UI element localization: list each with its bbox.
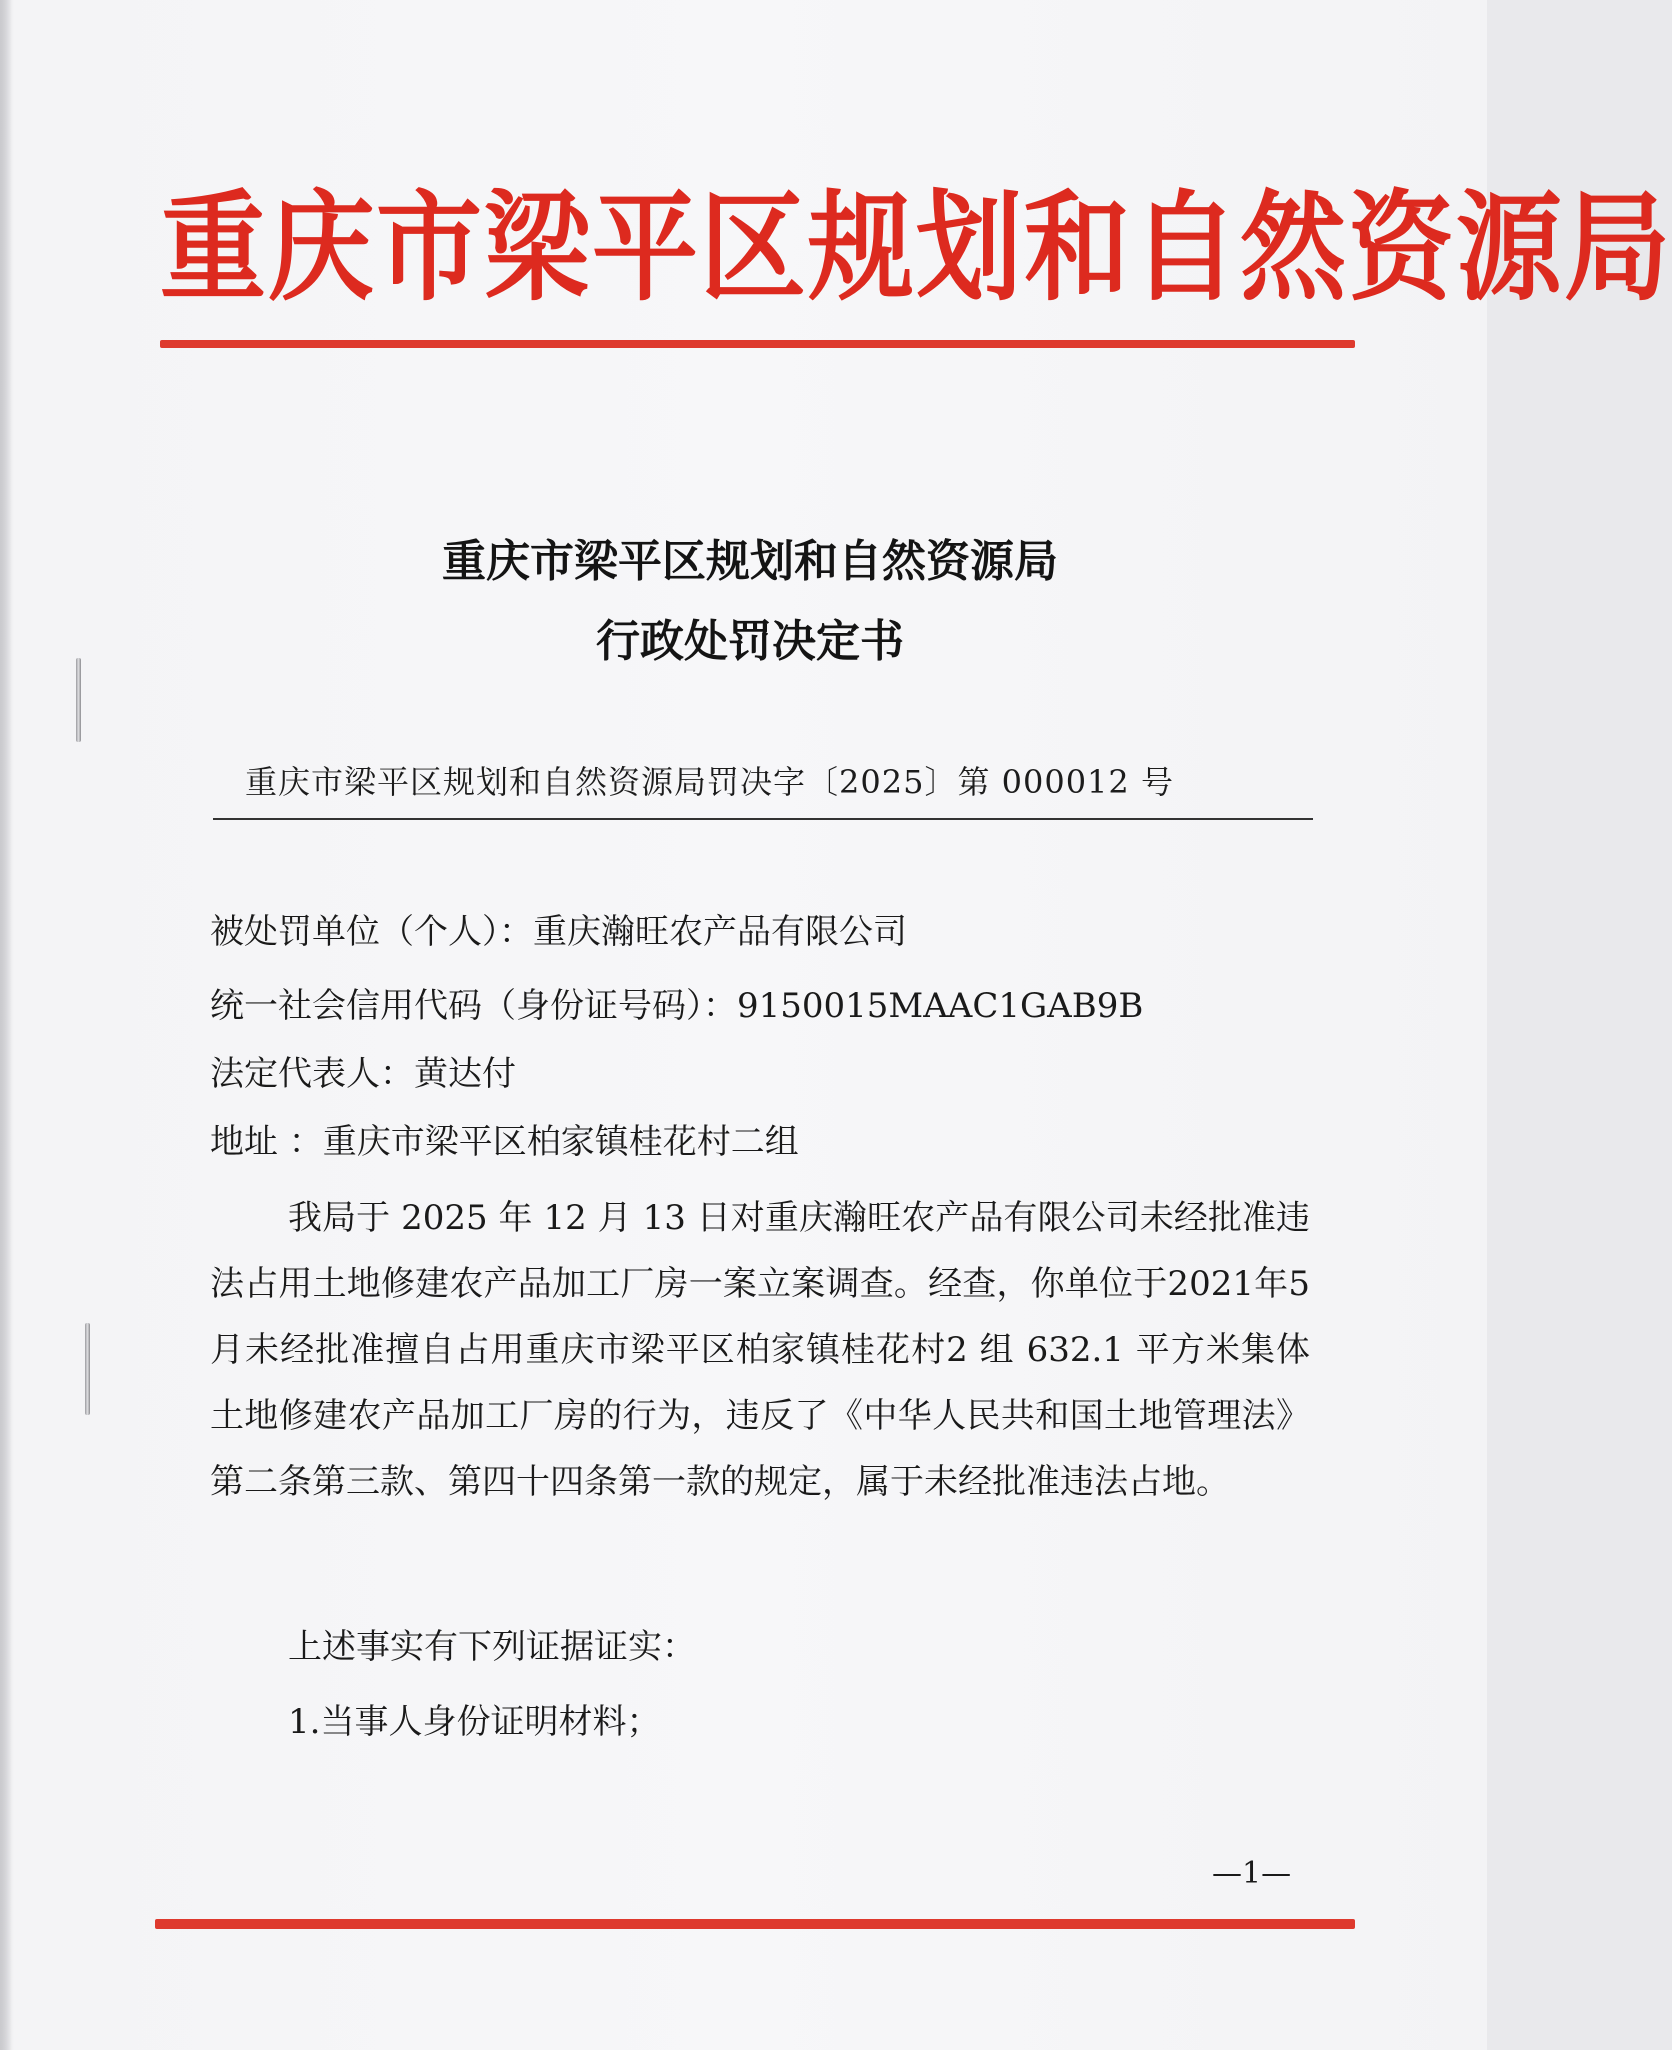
- legal-representative-field: 法定代表人：黄达付: [210, 1054, 516, 1094]
- letterhead-red-rule: [160, 340, 1355, 348]
- address-field: 地址 ：重庆市梁平区柏家镇桂花村二组: [210, 1122, 799, 1162]
- evidence-intro: 上述事实有下列证据证实：: [288, 1627, 696, 1667]
- footer-red-rule: [155, 1919, 1355, 1929]
- evidence-item-1: 1.当事人身份证明材料；: [288, 1702, 661, 1742]
- letterhead-title: 重庆市梁平区规划和自然资源局: [160, 179, 1672, 318]
- staple-top: [76, 658, 81, 742]
- document-number: 重庆市梁平区规划和自然资源局罚决字〔2025〕第 000012 号: [245, 763, 1174, 801]
- document-title-line1: 重庆市梁平区规划和自然资源局: [442, 536, 1058, 587]
- punished-party-field: 被处罚单位（个人）：重庆瀚旺农产品有限公司: [210, 912, 907, 952]
- credit-code-field: 统一社会信用代码（身份证号码）：9150015MAAC1GAB9B: [210, 986, 1144, 1026]
- case-facts-paragraph: 我局于 2025 年 12 月 13 日对重庆瀚旺农产品有限公司未经批准违法占用土地修建农产品加工厂房一案立案调查。经查，你单位于2021年5月未经批准擅自占用重庆市梁平区柏家镇桂花村2 组 632.1 平方米集体土地修建农产品加工厂房的行为，违反了《中华人民共和国土地管理法》第二条第三款、第四十四条第一款的规定，属于未经批准违法占地。: [210, 1198, 1310, 1502]
- staple-bottom: [85, 1323, 90, 1415]
- page-number: —1—: [1212, 1856, 1292, 1891]
- page-edge-shadow: [0, 0, 12, 2050]
- document-title-line2: 行政处罚决定书: [596, 616, 904, 667]
- document-number-rule: [213, 818, 1313, 820]
